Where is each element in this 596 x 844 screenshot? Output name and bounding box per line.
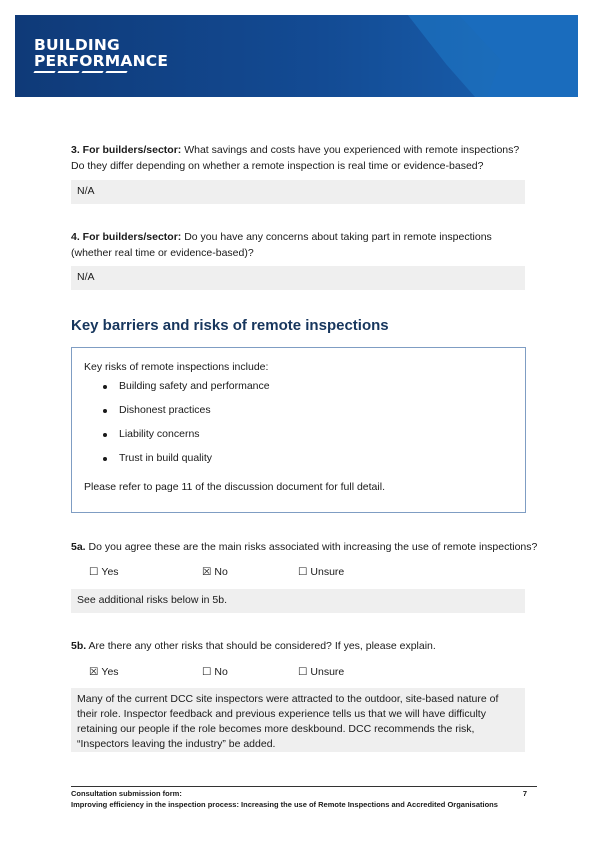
checkbox-checked-icon[interactable]: ☒ <box>89 666 99 678</box>
question-3-label: 3. For builders/sector: <box>71 144 182 156</box>
list-item: Dishonest practices <box>84 403 270 427</box>
answer-4-field[interactable] <box>71 266 525 290</box>
option-yes[interactable] <box>89 566 119 578</box>
question-5a <box>71 540 541 556</box>
question-4-text: Do you have any concerns about taking part in remote inspections (whether real time or evidence-based)? <box>71 231 492 259</box>
question-4-label: 4. For builders/sector: <box>71 231 182 243</box>
answer-4-text: N/A <box>77 271 95 283</box>
option-label: Yes <box>101 566 119 578</box>
building-performance-logo <box>34 37 168 73</box>
header-banner <box>15 15 578 97</box>
footer-form-title: Consultation submission form: <box>71 789 182 798</box>
list-item: Building safety and performance <box>84 379 270 403</box>
answer-5b-field[interactable] <box>71 688 525 752</box>
option-label: No <box>214 666 228 678</box>
answer-5b-text: Many of the current DCC site inspectors were attracted to the outdoor, site-based nature of their role. Inspector feedback and previous experience tells us that we will have difficulty retaining our people if the role becomes more deskbound. DCC recommends the risk, “Inspectors leaving the industry” be added. <box>77 693 499 750</box>
list-item: Liability concerns <box>84 427 270 451</box>
footer-divider <box>71 786 537 787</box>
option-label: No <box>214 566 228 578</box>
answer-3-text: N/A <box>77 185 95 197</box>
option-unsure[interactable] <box>298 666 344 678</box>
page-number: 7 <box>522 789 527 798</box>
question-5b-text: Are there any other risks that should be considered? If yes, please explain. <box>86 640 436 652</box>
question-5a-text: Do you agree these are the main risks associated with increasing the use of remote inspections? <box>85 541 538 553</box>
checkbox-checked-icon[interactable]: ☒ <box>202 566 212 578</box>
answer-5a-field[interactable] <box>71 589 525 613</box>
option-yes[interactable] <box>89 666 119 678</box>
option-label: Yes <box>101 666 119 678</box>
checkbox-icon[interactable]: ☐ <box>202 666 212 678</box>
list-item: Trust in build quality <box>84 451 270 475</box>
question-5b <box>71 639 531 655</box>
footer-document-title: Improving efficiency in the inspection process: Increasing the use of Remote Inspections and Accredited Organisations <box>71 800 498 809</box>
question-3 <box>71 143 531 174</box>
option-label: Unsure <box>310 566 345 578</box>
logo-line2: PERFORMANCE <box>34 52 169 70</box>
risks-intro: Key risks of remote inspections include: <box>84 361 269 373</box>
section-heading: Key barriers and risks of remote inspections <box>71 317 389 334</box>
answer-5a-text: See additional risks below in 5b. <box>77 594 228 606</box>
answer-3-field[interactable] <box>71 180 525 204</box>
logo-underline <box>34 71 168 73</box>
option-no[interactable] <box>202 666 228 678</box>
risks-box <box>71 347 526 513</box>
risks-list <box>84 379 270 475</box>
option-label: Unsure <box>310 666 345 678</box>
checkbox-icon[interactable]: ☐ <box>298 666 308 678</box>
question-4 <box>71 230 531 261</box>
question-5b-label: 5b. <box>71 640 87 652</box>
checkbox-icon[interactable]: ☐ <box>89 566 99 578</box>
question-3-text: What savings and costs have you experienced with remote inspections? Do they differ depending on whether a remote inspection is real time or evidence-based? <box>71 144 520 172</box>
risks-note: Please refer to page 11 of the discussion document for full detail. <box>84 481 385 493</box>
checkbox-icon[interactable]: ☐ <box>298 566 308 578</box>
option-no[interactable] <box>202 566 228 578</box>
footer-line1 <box>71 789 527 798</box>
question-5a-label: 5a. <box>71 541 86 553</box>
logo-line1: BUILDING <box>34 36 120 54</box>
option-unsure[interactable] <box>298 566 344 578</box>
